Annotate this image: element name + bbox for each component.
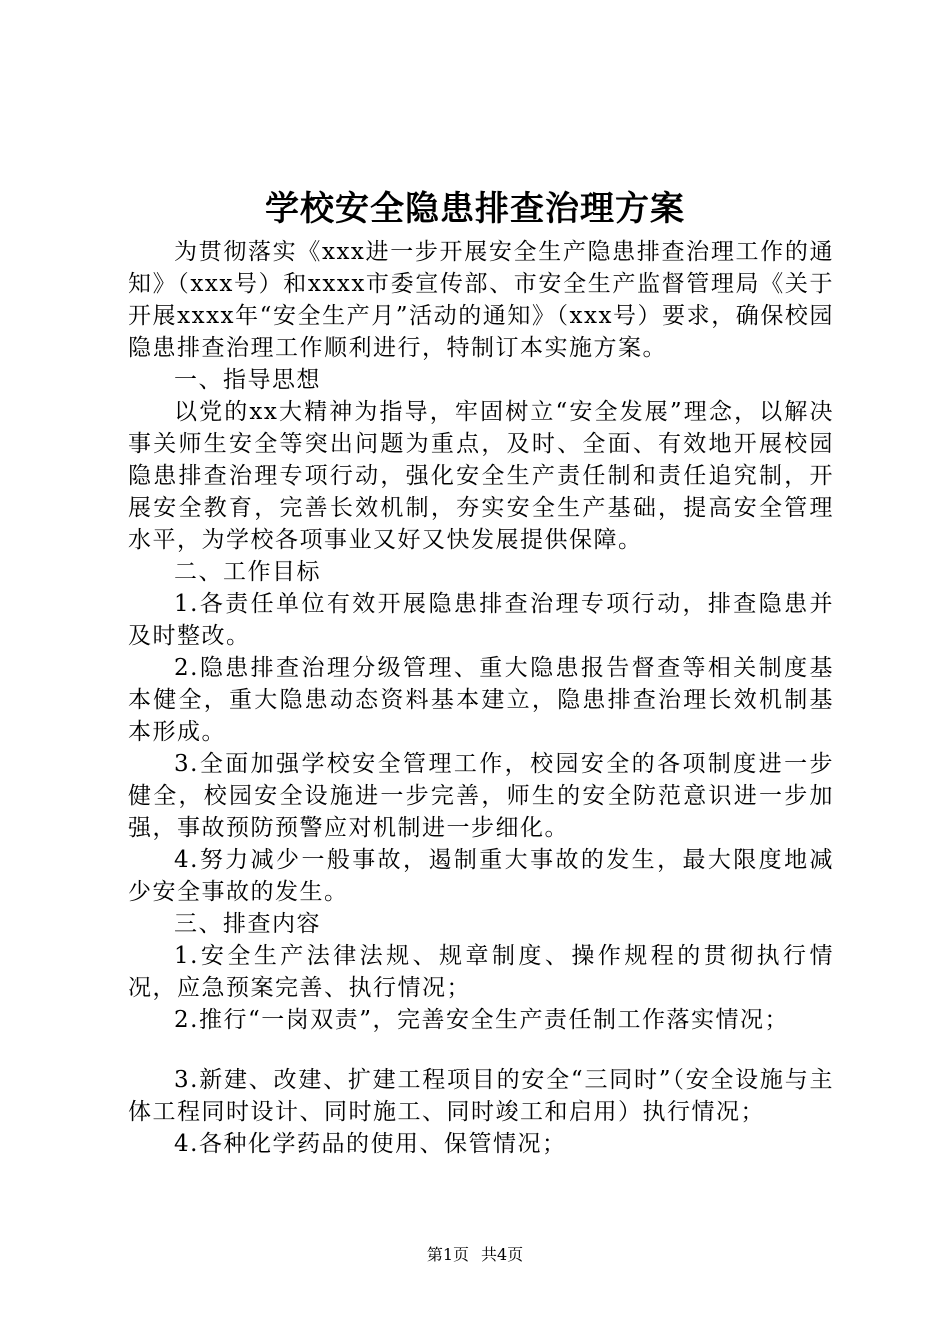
list-item-content-4: 4.各种化学药品的使用、保管情况； (174, 1131, 567, 1157)
paragraph-guiding-thought: 以党的xx大精神为指导，牢固树立“安全发展”理念，以解决事关师生安全等突出问题为重点，及时、全面、有效地开展校园隐患排查治理专项行动，强化安全生产责任制和责任追究制，开展安全教育，完善长效机制，夯实安全生产基础，提高安全管理水平，为学校各项事业又好又快发展提供保障。 (128, 399, 834, 553)
paragraph-intro: 为贯彻落实《xxx进一步开展安全生产隐患排查治理工作的通知》（xxx号）和xxxx市委宣传部、市安全生产监督管理局《关于开展xxxx年“安全生产月”活动的通知》（xxx号）要求，确保校园隐患排查治理工作顺利进行，特制订本实施方案。 (128, 239, 834, 361)
section-heading-guiding-thought: 一、指导思想 (174, 367, 321, 393)
document-title: 学校安全隐患排查治理方案 (265, 189, 685, 229)
list-item-goal-4: 4.努力减少一般事故，遏制重大事故的发生，最大限度地减少安全事故的发生。 (128, 847, 834, 905)
section-heading-inspection-content: 三、排查内容 (174, 911, 321, 937)
page-number: 第1页 (426, 1245, 469, 1264)
list-item-content-2: 2.推行“一岗双责”，完善安全生产责任制工作落实情况； (174, 1007, 789, 1033)
page-footer (0, 1243, 950, 1267)
section-heading-work-goals: 二、工作目标 (174, 559, 321, 585)
list-item-goal-1: 1.各责任单位有效开展隐患排查治理专项行动，排查隐患并及时整改。 (128, 591, 834, 649)
list-item-goal-2: 2.隐患排查治理分级管理、重大隐患报告督查等相关制度基本健全，重大隐患动态资料基本建立，隐患排查治理长效机制基本形成。 (128, 655, 834, 745)
list-item-goal-3: 3.全面加强学校安全管理工作，校园安全的各项制度进一步健全，校园安全设施进一步完善，师生的安全防范意识进一步加强，事故预防预警应对机制进一步细化。 (128, 751, 834, 841)
page-total: 共4页 (481, 1245, 524, 1264)
list-item-content-1: 1.安全生产法律法规、规章制度、操作规程的贯彻执行情况，应急预案完善、执行情况； (128, 943, 834, 1001)
document-body (128, 236, 834, 1160)
list-item-content-3: 3.新建、改建、扩建工程项目的安全“三同时”（安全设施与主体工程同时设计、同时施工、同时竣工和启用）执行情况； (128, 1067, 834, 1125)
